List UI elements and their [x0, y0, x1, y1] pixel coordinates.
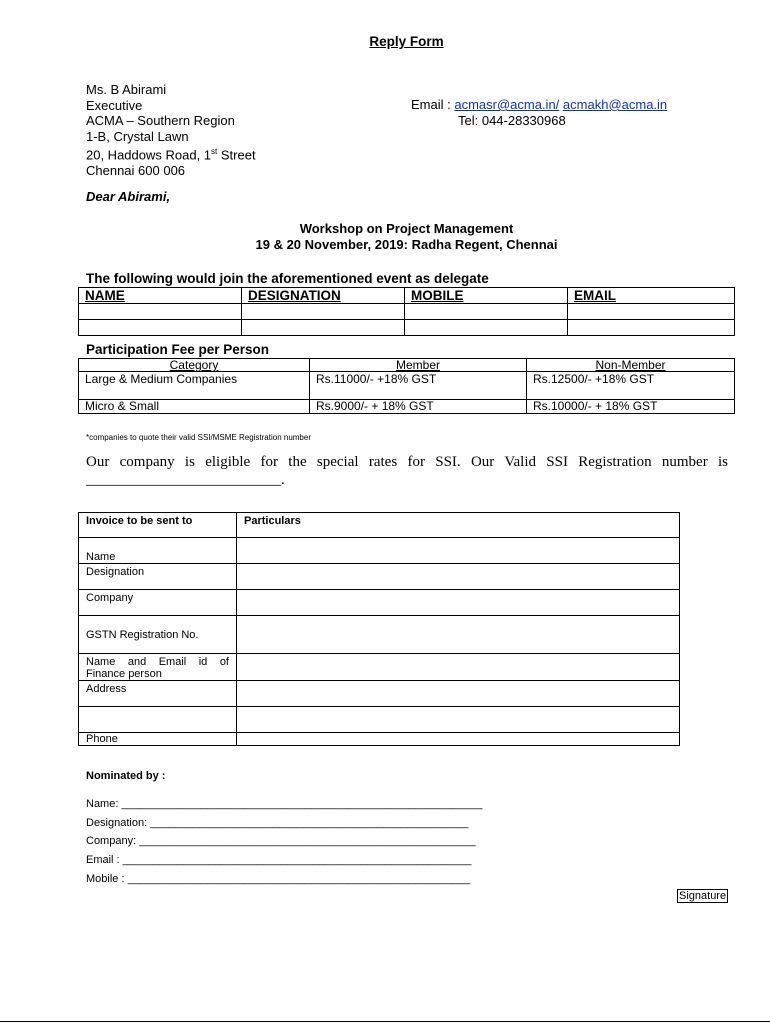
fee-col-nonmember: Non-Member	[527, 359, 735, 372]
invoice-value-cell[interactable]	[237, 590, 680, 616]
invoice-table	[78, 512, 680, 746]
delegates-heading: The following would join the aforementioned event as delegate	[86, 271, 489, 286]
table-row	[79, 681, 680, 707]
recipient-address	[86, 82, 256, 178]
delegate-mobile-cell[interactable]	[405, 320, 568, 336]
greeting: Dear Abirami,	[86, 189, 171, 204]
nominated-company-line[interactable]: Company: _______________________________________________________	[86, 835, 476, 848]
invoice-label: Phone	[79, 733, 237, 746]
fee-member: Rs.11000/- +18% GST	[310, 372, 527, 400]
address-city: Chennai 600 006	[86, 162, 186, 178]
col-designation: DESIGNATION	[242, 288, 405, 304]
fee-nonmember: Rs.10000/- + 18% GST	[527, 400, 735, 414]
workshop-details: 19 & 20 November, 2019: Radha Regent, Chennai	[255, 237, 558, 252]
invoice-value-cell[interactable]	[237, 616, 680, 654]
table-row	[79, 733, 680, 746]
fee-member: Rs.9000/- + 18% GST	[310, 400, 527, 414]
table-row	[79, 564, 680, 590]
email-link-2[interactable]: acmakh@acma.in	[562, 97, 668, 112]
delegates-table	[78, 287, 735, 336]
delegate-email-cell[interactable]	[568, 304, 735, 320]
invoice-value-cell[interactable]	[237, 564, 680, 590]
invoice-col-particulars: Particulars	[237, 513, 680, 538]
delegate-designation-cell[interactable]	[242, 320, 405, 336]
ssi-number-blank[interactable]: __________________________.	[86, 472, 285, 488]
fee-col-category: Category	[79, 359, 310, 372]
signature-box[interactable]: Signature	[679, 890, 727, 902]
delegate-designation-cell[interactable]	[242, 304, 405, 320]
form-title: Reply Form	[369, 34, 444, 49]
page-divider	[0, 1021, 770, 1022]
invoice-label: Name	[79, 538, 237, 564]
invoice-label	[79, 707, 237, 733]
recipient-org: ACMA – Southern Region	[86, 113, 235, 128]
fee-category: Large & Medium Companies	[79, 372, 310, 400]
table-row	[79, 590, 680, 616]
col-name: NAME	[79, 288, 242, 304]
nominated-heading: Nominated by :	[86, 770, 166, 782]
nominated-mobile-line[interactable]: Mobile : ________________________________________________________	[86, 872, 471, 885]
recipient-name: Ms. B Abirami	[86, 82, 167, 97]
invoice-label: Company	[79, 590, 237, 616]
table-row	[79, 616, 680, 654]
recipient-position: Executive	[86, 97, 143, 113]
delegate-mobile-cell[interactable]	[405, 304, 568, 320]
nominated-fields	[86, 795, 482, 889]
workshop-heading	[0, 221, 770, 253]
fee-table	[78, 358, 735, 414]
delegate-name-cell[interactable]	[79, 304, 242, 320]
email-link-1[interactable]: acmasr@acma.in/	[454, 97, 560, 112]
table-row	[79, 400, 735, 414]
address-line2: 20, Haddows Road, 1st Street	[86, 147, 256, 163]
table-row	[79, 304, 735, 320]
fee-category: Micro & Small	[79, 400, 310, 414]
invoice-value-cell[interactable]	[237, 733, 680, 746]
col-mobile: MOBILE	[405, 288, 568, 304]
invoice-value-cell[interactable]	[237, 654, 680, 681]
address-line1: 1-B, Crystal Lawn	[86, 128, 189, 144]
delegate-name-cell[interactable]	[79, 320, 242, 336]
invoice-value-cell[interactable]	[237, 707, 680, 733]
table-row	[79, 320, 735, 336]
invoice-col-label: Invoice to be sent to	[79, 513, 237, 538]
invoice-value-cell[interactable]	[237, 538, 680, 564]
ssi-statement: Our company is eligible for the special rates for SSI. Our Valid SSI Registration number is	[86, 454, 728, 470]
fee-col-member: Member	[310, 359, 527, 372]
invoice-label: Address	[79, 681, 237, 707]
table-row	[79, 372, 735, 400]
table-row	[79, 654, 680, 681]
table-row	[79, 538, 680, 564]
invoice-label: Designation	[79, 564, 237, 590]
nominated-email-line[interactable]: Email : _________________________________________________________	[86, 854, 472, 867]
invoice-value-cell[interactable]	[237, 681, 680, 707]
fee-nonmember: Rs.12500/- +18% GST	[527, 372, 735, 400]
nominated-name-line[interactable]: Name: ___________________________________________________________	[86, 798, 483, 810]
invoice-label: Name and Email id of Finance person	[79, 654, 237, 681]
nominated-designation-line[interactable]: Designation: ____________________________________________________	[86, 816, 469, 829]
table-row	[79, 707, 680, 733]
col-email: EMAIL	[568, 288, 735, 304]
invoice-label: GSTN Registration No.	[79, 616, 237, 654]
email-label: Email :	[411, 97, 455, 112]
contact-block	[411, 97, 667, 128]
telephone: Tel: 044-28330968	[458, 112, 566, 128]
fee-heading: Participation Fee per Person	[86, 342, 270, 357]
footnote: *companies to quote their valid SSI/MSME Registration number	[86, 433, 311, 442]
delegate-email-cell[interactable]	[568, 320, 735, 336]
workshop-title: Workshop on Project Management	[299, 221, 514, 236]
